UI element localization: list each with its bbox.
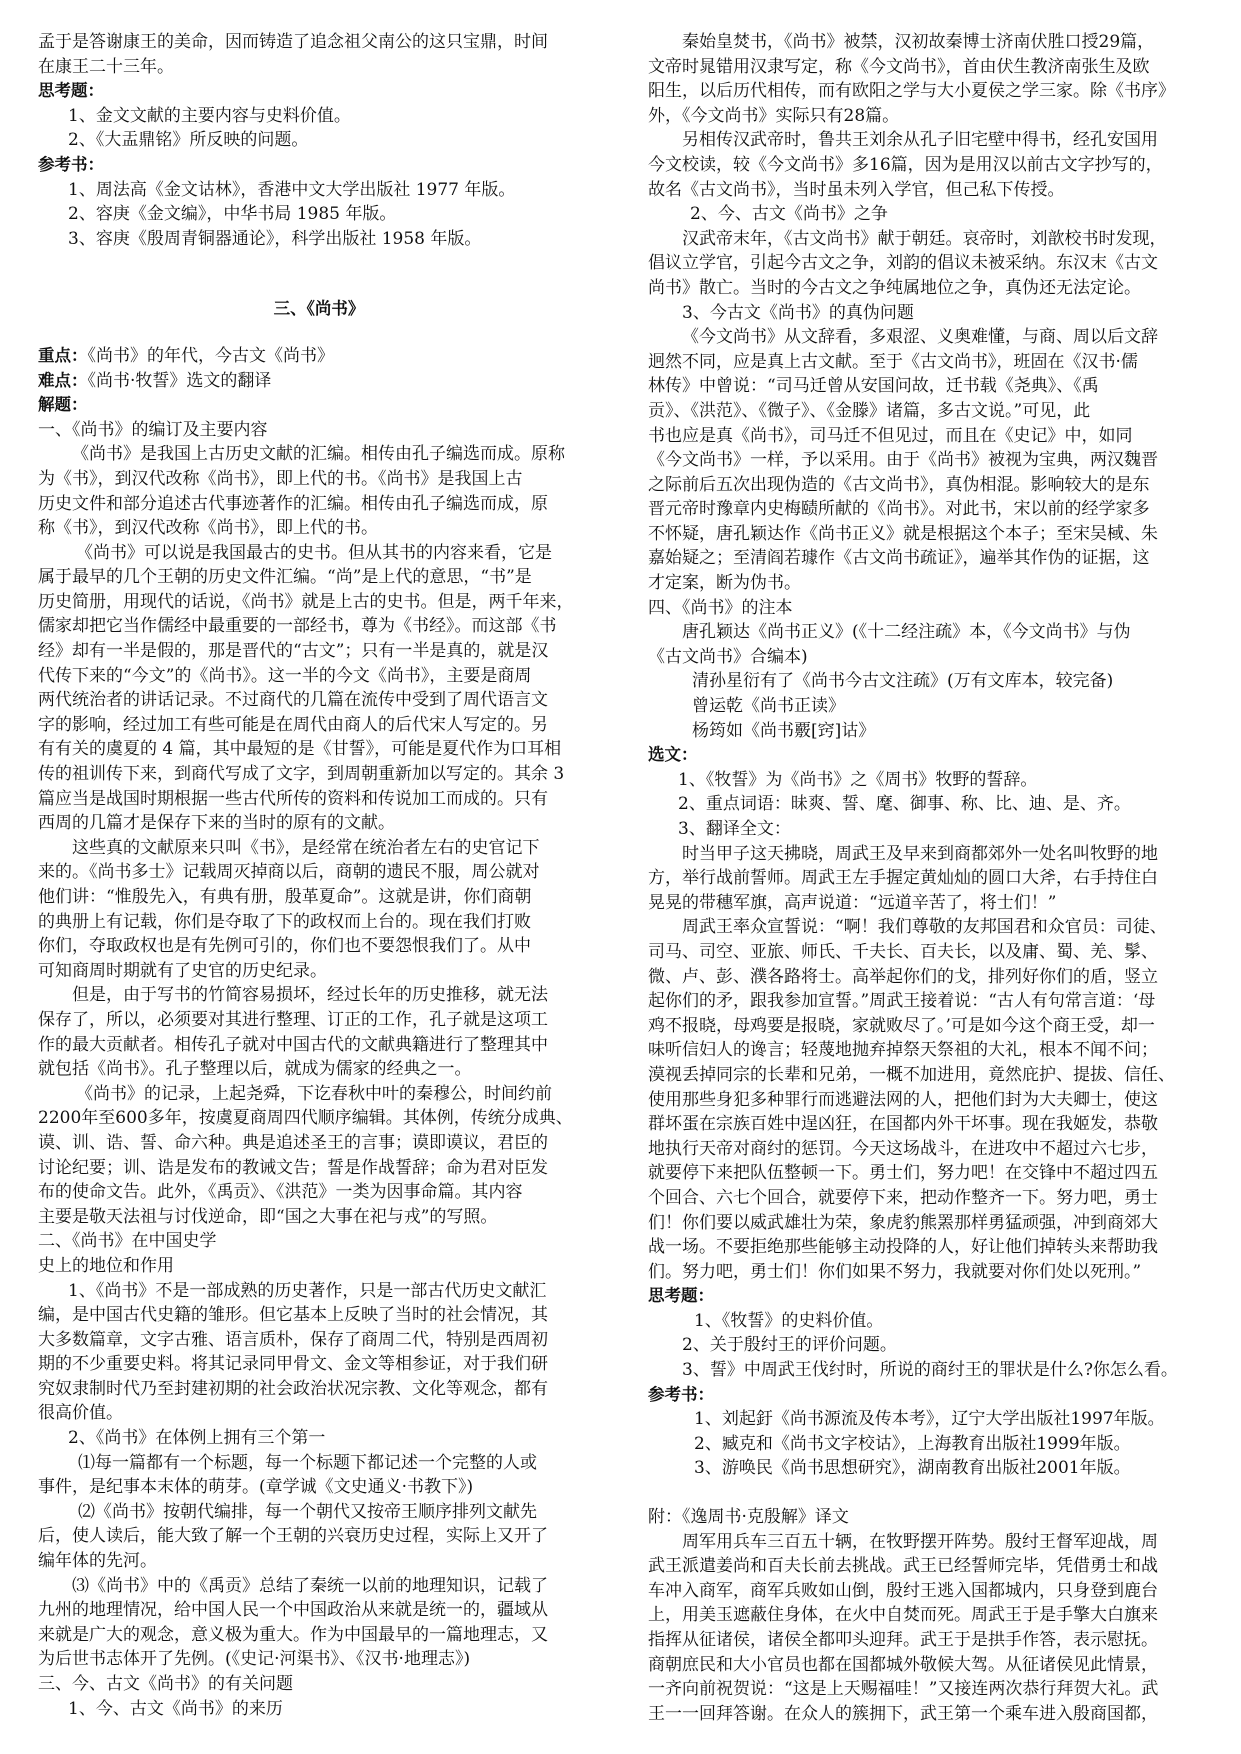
text-line: 主要是敬天法祖与讨伐逆命，即“国之大事在祀与戎”的写照。 (38, 1206, 498, 1227)
text-line: ⑶《尚书》中的《禹贡》总结了秦统一以前的地理知识，记载了 (72, 1575, 548, 1596)
text-line: 篇应当是战国时期根据一些古代所传的资料和传说加工而成的。只有 (38, 788, 548, 809)
text-line: 称《书》，到汉代改称《尚书》，即上代的书。 (38, 518, 378, 539)
text-line: 为后世书志体开了先例。(《史记·河渠书》、《汉书·地理志》) (38, 1649, 471, 1670)
text-line: 微、卢、彭、濮各路将士。高举起你们的戈，排列好你们的盾，竖立 (648, 966, 1158, 987)
text-line: 这些真的文献原来只叫《书》，是经常在统治者左右的史官记下 (72, 837, 540, 858)
text-line: 可知商周时期就有了史官的历史纪录。 (38, 960, 327, 981)
section-heading: 参考书： (38, 154, 104, 174)
text-line: 布的使命文告。此外，《禹贡》、《洪范》一类为因事命篇。其内容 (38, 1182, 523, 1203)
text-line: 为《书》，到汉代改称《尚书》，即上代的书。《尚书》是我国上古 (38, 468, 523, 489)
text-line: 漠视丢掉同宗的长辈和兄弟，一概不加进用，竟然庇护、提拔、信任、 (648, 1064, 1175, 1085)
text-line: 来的。《尚书多士》记载周灭掉商以后，商朝的遗民不服，周公就对 (38, 862, 540, 883)
text-line: 在康王二十三年。 (38, 56, 174, 77)
text-line: 但是，由于写书的竹简容易损坏，经过长年的历史推移，就无法 (72, 985, 548, 1006)
section-heading: 思考题： (648, 1286, 714, 1306)
section-heading: 参考书： (648, 1384, 714, 1404)
left-column (38, 30, 600, 1721)
text-line: 阳生，以后历代相传，而有欧阳之学与大小夏侯之学三家。除《书序》 (648, 81, 1175, 102)
section-heading: 思考题： (38, 81, 104, 101)
text-line: 战一场。不要拒绝那些能够主动投降的人，好让他们掉转头来帮助我 (648, 1237, 1158, 1258)
text-line: 武王派遣姜尚和百夫长前去挑战。武王已经誓师完毕，凭借勇士和战 (648, 1556, 1158, 1577)
text-line: 三、今、古文《尚书》的有关问题 (38, 1674, 293, 1694)
text-line: 经》却有一半是假的，那是晋代的“古文”；只有一半是真的，就是汉 (38, 641, 549, 662)
text-line: ⑴每一篇都有一个标题，每一个标题下都记述一个完整的人或 (78, 1452, 537, 1473)
text-line: 期的不少重要史料。将其记录同甲骨文、金文等相参证，对于我们研 (38, 1354, 548, 1375)
text-line: 后，使人读后，能大致了解一个王朝的兴衰历史过程，实际上又开了 (38, 1526, 548, 1547)
text-line: 曾运乾《尚书正读》 (692, 696, 845, 717)
text-line: 1、《尚书》不是一部成熟的历史著作，只是一部古代历史文献汇 (68, 1280, 547, 1301)
spacer (38, 251, 600, 297)
text-line: 2、重点词语：昧爽、誓、麾、御事、称、比、迪、是、齐。 (678, 794, 1131, 815)
text-line: 司马、司空、亚旅、师氏、千夫长、百夫长，以及庸、蜀、羌、髳、 (648, 941, 1158, 962)
text-line: 3、誓》中周武王伐纣时，所说的商纣王的罪状是什么?你怎么看。 (682, 1360, 1178, 1381)
text-line: 2、《大盂鼎铭》所反映的问题。 (68, 130, 309, 151)
text-line: 才定案，断为伪书。 (648, 573, 801, 594)
text-line: 车冲入商军，商军兵败如山倒，殷纣王逃入国都城内，只身登到鹿台 (648, 1580, 1158, 1601)
text-line: 1、今、古文《尚书》的来历 (68, 1698, 283, 1719)
text-line: 清孙星衍有了《尚书今古文注疏》(万有文库本，较完备) (692, 671, 1114, 692)
text-line: 你们，夺取政权也是有先例可引的，你们也不要怨恨我们了。从中 (38, 936, 531, 957)
section-heading: 三、《尚书》 (273, 299, 365, 319)
text-line: 倡议立学官，引起今古文之争，刘韵的倡议未被采纳。东汉末《古文 (648, 253, 1158, 274)
text-line: 今文校读，较《今文尚书》多16篇，因为是用汉以前古文字抄写的， (648, 154, 1163, 175)
text-line: ⑵《尚书》按朝代编排，每一个朝代又按帝王顺序排列文献先 (78, 1501, 537, 1522)
spacer (648, 1481, 1208, 1505)
text-line: 《尚书》可以说是我国最古的史书。但从其书的内容来看，它是 (76, 542, 552, 563)
text-line: 商朝庶民和大小官员也都在国都城外敬候大驾。从征诸侯见此情景， (648, 1654, 1158, 1675)
text-line: 究奴隶制时代乃至封建初期的社会政治状况宗教、文化等观念，都有 (38, 1378, 548, 1399)
text-line: 2、今、古文《尚书》之争 (690, 204, 888, 225)
text-line: 们。努力吧，勇士们！你们如果不努力，我就要对你们处以死刑。” (648, 1261, 1142, 1282)
text-line: 使用那些身犯多种罪行而逃避法网的人，把他们封为大夫卿士，使这 (648, 1089, 1158, 1110)
text-line: 历史简册，用现代的话说，《尚书》就是上古的史书。但是，两千年来， (38, 591, 574, 612)
text-line: 王一一回拜答谢。在众人的簇拥下，武王第一个乘车进入殷商国都， (648, 1703, 1158, 1724)
text-line: 文帝时晁错用汉隶写定，称《今文尚书》，首由伏生教济南张生及欧 (648, 56, 1150, 77)
text-line: 史上的地位和作用 (38, 1255, 174, 1276)
text-line: 1、金文文献的主要内容与史料价值。 (68, 105, 351, 126)
text-line: 属于最早的几个王朝的历史文件汇编。“尚”是上代的意思，“书”是 (38, 567, 532, 588)
text-line: 事件，是纪事本末体的萌芽。(章学诚《文史通义·书教下》) (38, 1477, 474, 1498)
text-line: 孟于是答谢康王的美命，因而铸造了追念祖父南公的这只宝鼎，时间 (38, 32, 548, 52)
text-line: 2、《尚书》在体例上拥有三个第一 (68, 1428, 326, 1449)
text-line: 《今文尚书》从文辞看，多艰涩、义奥难懂，与商、周以后文辞 (682, 327, 1158, 348)
text-line: 时当甲子这天拂晓，周武王及早来到商都郊外一处名叫牧野的地 (682, 843, 1158, 864)
text-line: 来就是广大的观念，意义极为重大。作为中国最早的一篇地理志，又 (38, 1624, 548, 1645)
text-line: 字的影响，经过加工有些可能是在周代由商人的后代宋人写定的。另 (38, 714, 548, 735)
text-line: 林传》中曾说：“司马迁曾从安国问故，迁书载《尧典》、《禹 (648, 376, 1099, 397)
text-line: 1、《牧誓》的史料价值。 (694, 1310, 884, 1331)
text-line: 不怀疑，唐孔颖达作《尚书正义》就是根据这个本子；至宋吴棫、朱 (648, 523, 1158, 544)
inline-label: 重点： (38, 345, 88, 365)
text-line: 2、臧克和《尚书文字校诂》，上海教育出版社1999年版。 (694, 1433, 1131, 1454)
text-line: 指挥从征诸侯，诸侯全都叩头迎拜。武王于是拱手作答，表示慰抚。 (648, 1630, 1158, 1650)
text-line: 一、《尚书》的编订及主要内容 (38, 419, 268, 440)
text-line: 《尚书》的记录，上起尧舜，下讫春秋中叶的秦穆公，时间约前 (76, 1083, 552, 1104)
text-line: 西周的几篇才是保存下来的当时的原有的文献。 (38, 813, 395, 834)
text-line: 地执行天帝对商纣的惩罚。今天这场战斗，在进攻中不超过六七步， (648, 1138, 1158, 1159)
inline-label: 难点： (38, 370, 88, 390)
section-heading: 选文： (648, 745, 698, 765)
text-line: 保存了，所以，必须要对其进行整理、订正的工作，孔子就是这项工 (38, 1009, 548, 1030)
text-line: 3、容庚《殷周青铜器通论》，科学出版社 1958 年版。 (68, 228, 482, 249)
text-line: 3、翻译全文： (678, 819, 791, 839)
text-line: 附：《逸周书·克殷解》译文 (648, 1507, 849, 1528)
text-line: 迥然不同，应是真上古文献。至于《古文尚书》，班固在《汉书·儒 (648, 351, 1138, 372)
text-line: 《今文尚书》一样，予以采用。由于《尚书》被视为宝典，两汉魏晋 (648, 450, 1158, 471)
section-heading: 解题： (38, 395, 88, 415)
text-line: 2、关于殷纣王的评价问题。 (682, 1335, 897, 1356)
text-line: 代传下来的“今文”的《尚书》。这一半的今文《尚书》，主要是商周 (38, 665, 532, 686)
text-line: 汉武帝末年，《古文尚书》献于朝廷。哀帝时，刘歆校书时发现， (682, 228, 1167, 249)
text-line: 晋元帝时豫章内史梅赜所献的《尚书》。对此书，宋以前的经学家多 (648, 499, 1150, 520)
text-line: 另相传汉武帝时，鲁共王刘余从孔子旧宅壁中得书，经孔安国用 (682, 130, 1158, 151)
text-line: 杨筠如《尚书覈[窍]诂》 (692, 720, 876, 741)
text-line: 起你们的矛，跟我参加宣誓。”周武王接着说：“古人有句常言道：‘母 (648, 991, 1156, 1012)
text-line: 1、周法高《金文诂林》，香港中文大学出版社 1977 年版。 (68, 179, 516, 200)
text-line: 一齐向前祝贺说：“这是上天赐福哇！”又接连两次恭行拜贺大礼。武 (648, 1679, 1159, 1700)
text-line: 他们讲：“惟殷先入，有典有册，殷革夏命”。这就是讲，你们商朝 (38, 887, 532, 907)
text-line: 儒家却把它当作儒经中最重要的一部经书，尊为《书经》。而这部《书 (38, 616, 557, 637)
text-line: 嘉始疑之；至清阎若璩作《古文尚书疏证》，遍举其作伪的证据，这 (648, 548, 1150, 569)
text-line: 3、今古文《尚书》的真伪问题 (682, 302, 914, 323)
text-line: 九州的地理情况，给中国人民一个中国政治从来就是统一的，疆域从 (38, 1600, 548, 1621)
text-line: 味听信妇人的谗言；轻蔑地抛弃掉祭天祭祖的大礼，根本不闻不问； (648, 1040, 1158, 1061)
text-line: 个回合、六七个回合，就要停下来，把动作整齐一下。努力吧，勇士 (648, 1187, 1158, 1208)
text-line: 方，举行战前誓师。周武王左手握定黄灿灿的圆口大斧，右手持住白 (648, 868, 1158, 889)
text-line: 就包括《尚书》。孔子整理以后，就成为儒家的经典之一。 (38, 1059, 472, 1080)
text-line: 有有关的虞夏的 4 篇，其中最短的是《甘誓》，可能是夏代作为口耳相 (38, 739, 562, 760)
spacer (38, 322, 600, 344)
text-line: 两代统治者的讲话记录。不过商代的几篇在流传中受到了周代语言文 (38, 690, 548, 711)
text-line: 书也应是真《尚书》，司马迁不但见过，而且在《史记》中，如同 (648, 425, 1133, 446)
text-line: 《尚书》是我国上古历史文献的汇编。相传由孔子编选而成。原称 (72, 444, 565, 465)
text-line: 尚书》散亡。当时的今古文之争纯属地位之争，真伪还无法定论。 (648, 277, 1141, 298)
text-line: 鸡不报晓，母鸡要是报晓，家就败尽了。’可是如今这个商王受，却一 (648, 1015, 1155, 1036)
text-line: 编，是中国古代史籍的雏形。但它基本上反映了当时的社会情况，其 (38, 1305, 548, 1326)
text-line: 1、《牧誓》为《尚书》之《周书》牧野的誓辞。 (678, 769, 1038, 790)
text-line: 1、刘起釪《尚书源流及传本考》，辽宁大学出版社1997年版。 (694, 1409, 1165, 1430)
text-line: 贡》、《洪范》、《微子》、《金滕》诸篇，多古文说。”可见，此 (648, 400, 1091, 421)
text-line: 很高价值。 (38, 1403, 123, 1424)
text-line: 秦始皇焚书，《尚书》被禁，汉初故秦博士济南伏胜口授29篇， (682, 32, 1155, 52)
text-line: 周军用兵车三百五十辆，在牧野摆开阵势。殷纣王督军迎战，周 (682, 1531, 1158, 1552)
text-line: 唐孔颖达《尚书正义》(《十二经注疏》本，《今文尚书》与伪 (682, 622, 1131, 643)
text-line: 讨论纪要；训、诰是发布的教诫文告；誓是作战誓辞；命为君对臣发 (38, 1157, 548, 1178)
text-line: 群坏蛋在宗族百姓中逞凶狂，在国都内外干坏事。现在我姬发，恭敬 (648, 1114, 1158, 1135)
text-line: 重点：《尚书》的年代，今古文《尚书》 (38, 345, 334, 366)
text-line: 的典册上有记载，你们是夺取了下的政权而上台的。现在我们打败 (38, 911, 531, 932)
text-line: 作的最大贡献者。相传孔子就对中国古代的文献典籍进行了整理其中 (38, 1034, 548, 1055)
text-line: 2200年至600多年，按虞夏商周四代顺序编辑。其体例，传统分成典、 (38, 1108, 573, 1129)
text-line: 2、容庚《金文编》，中华书局 1985 年版。 (68, 204, 397, 225)
text-line: 难点：《尚书·牧誓》选文的翻译 (38, 370, 272, 391)
text-line: 上，用美玉遮蔽住身体，在火中自焚而死。周武王于是手擎大白旗来 (648, 1605, 1158, 1626)
text-line: 外，《今文尚书》实际只有28篇。 (648, 105, 900, 126)
text-line: 就要停下来把队伍整顿一下。勇士们，努力吧！在交锋中不超过四五 (648, 1163, 1158, 1184)
text-line: 晃晃的带穗军旗，高声说道：“远道辛苦了，将士们！” (648, 892, 1057, 913)
text-line: 周武王率众宣誓说：“啊！我们尊敬的友邦国君和众官员：司徒、 (682, 917, 1167, 938)
text-line: 二、《尚书》在中国史学 (38, 1231, 217, 1252)
text-line: 3、游唤民《尚书思想研究》，湖南教育出版社2001年版。 (694, 1458, 1131, 1479)
text-line: 谟、训、诰、誓、命六种。典是追述圣王的言事；谟即谟议，君臣的 (38, 1132, 548, 1153)
text-line: 故名《古文尚书》，当时虽未列入学官，但己私下传授。 (648, 179, 1065, 200)
text-line: 大多数篇章，文字古雅、语言质朴，保存了商周二代，特别是西周初 (38, 1329, 548, 1350)
text-line: 之际前后五次出现伪造的《古文尚书》，真伪相混。影响较大的是东 (648, 474, 1150, 495)
text-line: 传的祖训传下来，到商代写成了文字，到周朝重新加以写定的。其余 3 (38, 764, 565, 785)
text-line: 四、《尚书》的注本 (648, 597, 793, 618)
text-line: 历史文件和部分追述古代事迹著作的汇编。相传由孔子编选而成，原 (38, 493, 548, 514)
text-line: 《古文尚书》合编本) (648, 646, 808, 667)
text-line: 编年体的先河。 (38, 1551, 157, 1572)
right-column (648, 30, 1208, 1726)
text-line: 们！你们要以威武雄壮为荣，象虎豹熊罴那样勇猛顽强，冲到商郊大 (648, 1212, 1158, 1233)
